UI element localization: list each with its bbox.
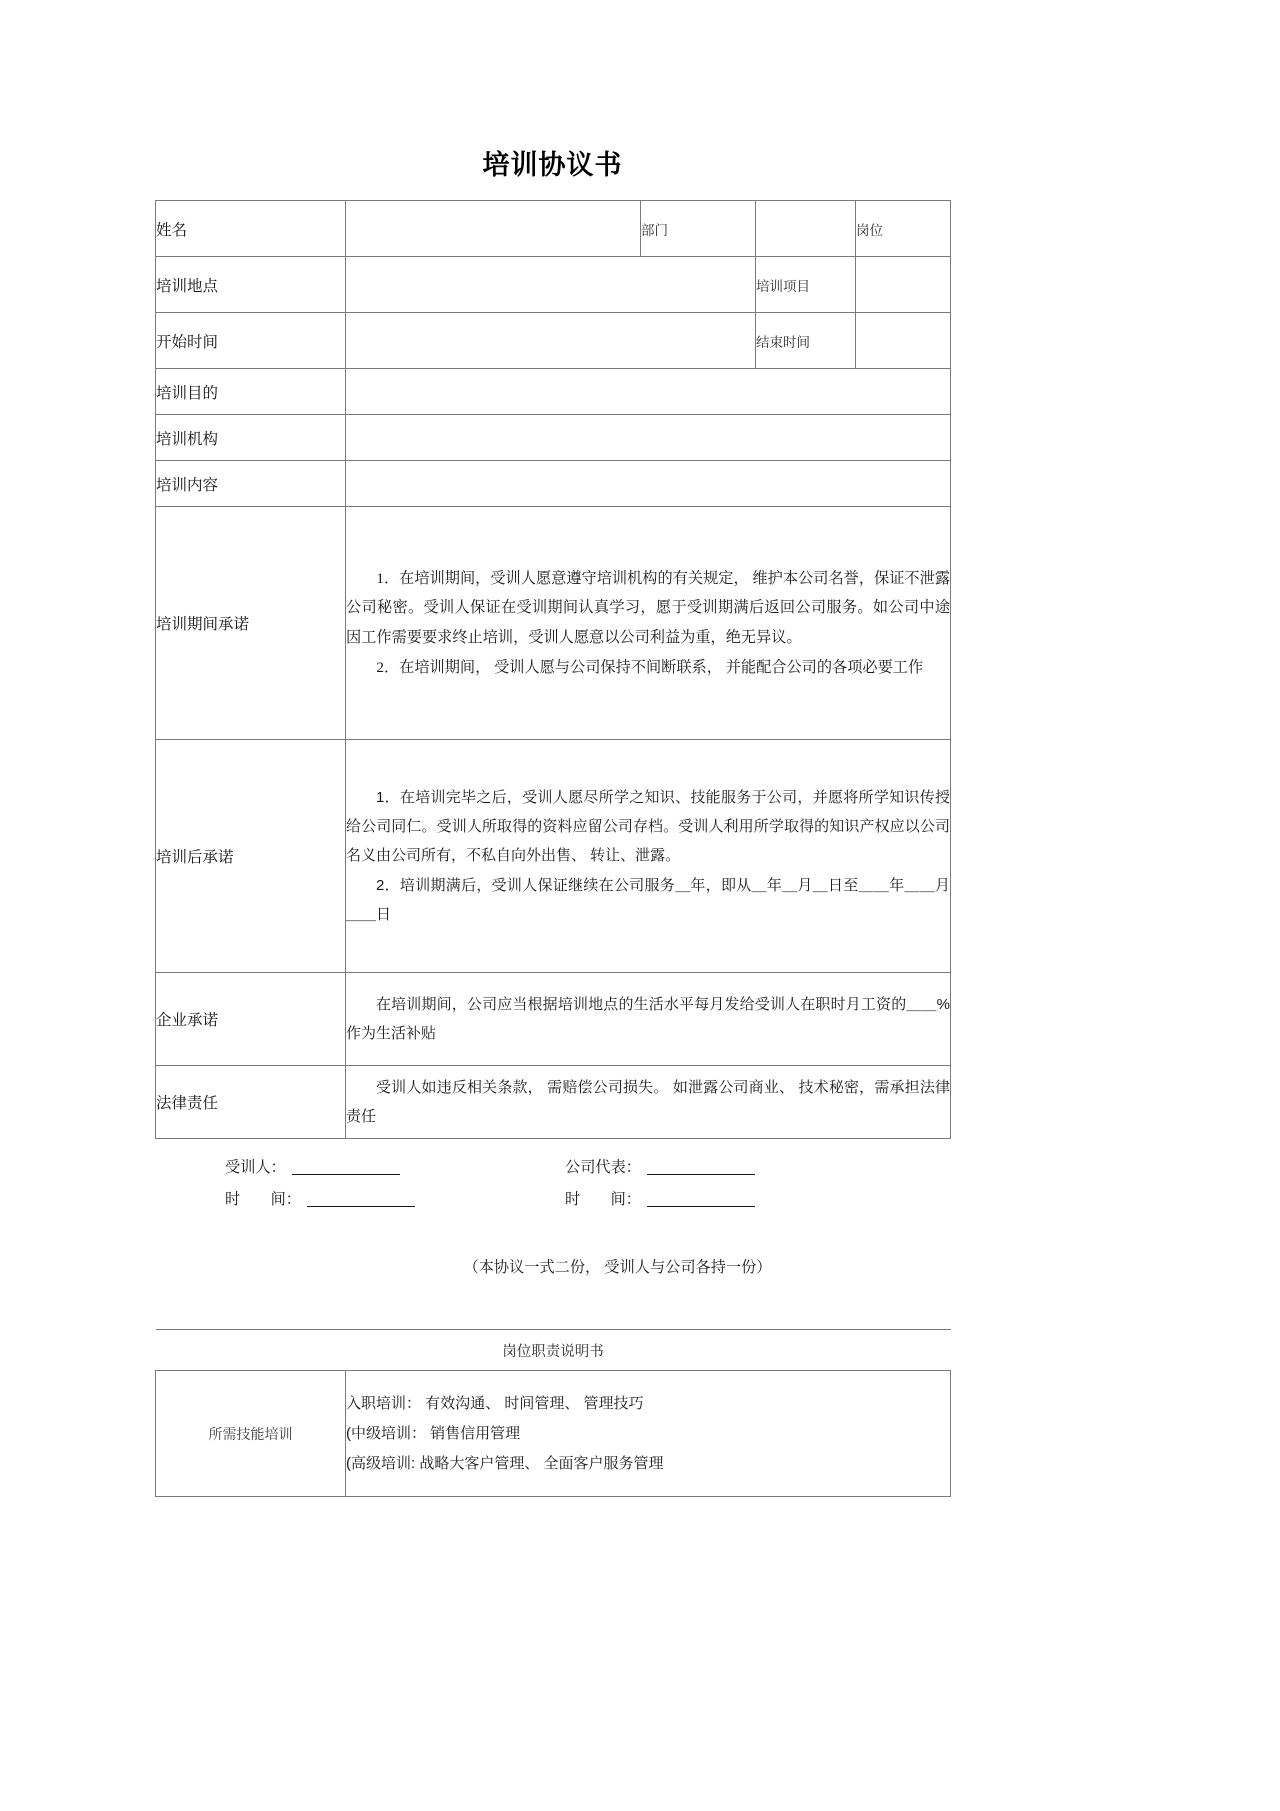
copies-note: （本协议一式二份， 受训人与公司各持一份） <box>463 1259 772 1276</box>
table-row-during-training <box>156 507 951 740</box>
after-training-item-1: 1．在培训完毕之后，受训人愿尽所学之知识、技能服务于公司，并愿将所学知识传授给公司同仁。受训人所取得的资料应留公司存档。受训人利用所学取得的知识产权应以公司名义由公司所有，不私自向外出售、 转让、泄露。 <box>346 788 950 865</box>
table-row-identity <box>156 201 951 257</box>
content-company-commitment <box>346 973 951 1066</box>
company-date-line[interactable] <box>647 1205 755 1207</box>
field-name-value[interactable] <box>346 201 641 257</box>
label-required-skills: 所需技能培训 <box>156 1371 346 1497</box>
trainee-date-line[interactable] <box>307 1205 415 1207</box>
signature-column-company <box>565 1152 755 1216</box>
during-training-item-1: 1．在培训期间，受训人愿意遵守培训机构的有关规定， 维护本公司名誉，保证不泄露公司秘密。受训人保证在受训期间认真学习，愿于受训期满后返回公司服务。如公司中途因工作需要要求终止培训，受训人愿意以公司利益为重，绝无异议。 <box>346 569 950 646</box>
skill-line-1: 入职培训： 有效沟通、 时间管理、 管理技巧 <box>346 1394 644 1412</box>
job-description-table <box>155 1329 951 1497</box>
skill-line-2: (中级培训： 销售信用管理 <box>346 1424 521 1442</box>
content-during-training <box>346 507 951 740</box>
table-row-company-commitment <box>156 973 951 1066</box>
field-training-content-value[interactable] <box>346 461 951 507</box>
label-name: 姓名 <box>156 201 346 257</box>
signature-row-trainee-date <box>225 1184 415 1216</box>
label-legal-liability: 法律责任 <box>156 1066 346 1139</box>
legal-liability-item-1: 受训人如违反相关条款， 需赔偿公司损失。 如泄露公司商业、 技术秘密，需承担法律责任 <box>346 1078 950 1125</box>
label-end-time: 结束时间 <box>756 313 856 369</box>
company-rep-label: 公司代表： <box>565 1159 641 1176</box>
field-training-project-value[interactable] <box>856 257 951 313</box>
label-training-place: 培训地点 <box>156 257 346 313</box>
signature-row-trainee-name <box>225 1152 415 1184</box>
label-training-org: 培训机构 <box>156 415 346 461</box>
company-rep-signature-line[interactable] <box>647 1173 755 1175</box>
label-start-time: 开始时间 <box>156 313 346 369</box>
label-training-project: 培训项目 <box>756 257 856 313</box>
during-training-item-2: 2．在培训期间， 受训人愿与公司保持不间断联系， 并能配合公司的各项必要工作 <box>376 658 924 676</box>
page-title: 培训协议书 <box>482 150 623 180</box>
table-row-content <box>156 461 951 507</box>
trainee-date-label: 时 间： <box>225 1190 301 1208</box>
signature-row-company-rep <box>565 1152 755 1184</box>
table-row-time <box>156 313 951 369</box>
label-during-training: 培训期间承诺 <box>156 507 346 740</box>
label-department: 部门 <box>641 201 756 257</box>
field-training-place-value[interactable] <box>346 257 756 313</box>
document-sheet <box>155 0 950 1497</box>
table-row-purpose <box>156 369 951 415</box>
after-training-item-2: 2．培训期满后，受训人保证继续在公司服务＿年，即从＿年＿月＿日至＿＿年＿＿月＿＿日 <box>346 876 950 923</box>
skill-line-3: (高级培训: 战略大客户管理、 全面客户服务管理 <box>346 1454 664 1472</box>
table-row-legal-liability <box>156 1066 951 1139</box>
table-row-place <box>156 257 951 313</box>
field-training-purpose-value[interactable] <box>346 369 951 415</box>
field-end-time-value[interactable] <box>856 313 951 369</box>
label-training-content: 培训内容 <box>156 461 346 507</box>
content-legal-liability <box>346 1066 951 1139</box>
agreement-table <box>155 200 951 1139</box>
signature-column-trainee <box>225 1152 415 1216</box>
field-department-value[interactable] <box>756 201 856 257</box>
signature-row-company-date <box>565 1184 755 1216</box>
table-row-org <box>156 415 951 461</box>
trainee-label: 受训人： <box>225 1159 286 1176</box>
label-position: 岗位 <box>856 201 951 257</box>
job-description-skills-row <box>156 1371 951 1497</box>
signature-block <box>155 1152 950 1230</box>
label-company-commitment: 企业承诺 <box>156 973 346 1066</box>
label-training-purpose: 培训目的 <box>156 369 346 415</box>
table-row-after-training <box>156 740 951 973</box>
content-required-skills <box>346 1371 951 1497</box>
company-date-label: 时 间： <box>565 1190 641 1208</box>
label-after-training: 培训后承诺 <box>156 740 346 973</box>
field-training-org-value[interactable] <box>346 415 951 461</box>
company-commitment-item-1: 在培训期间，公司应当根据培训地点的生活水平每月发给受训人在职时月工资的＿＿%作为生活补贴 <box>346 995 950 1042</box>
trainee-signature-line[interactable] <box>292 1173 400 1175</box>
job-description-title: 岗位职责说明书 <box>156 1330 951 1371</box>
field-start-time-value[interactable] <box>346 313 756 369</box>
job-description-title-row <box>156 1330 951 1371</box>
content-after-training <box>346 740 951 973</box>
